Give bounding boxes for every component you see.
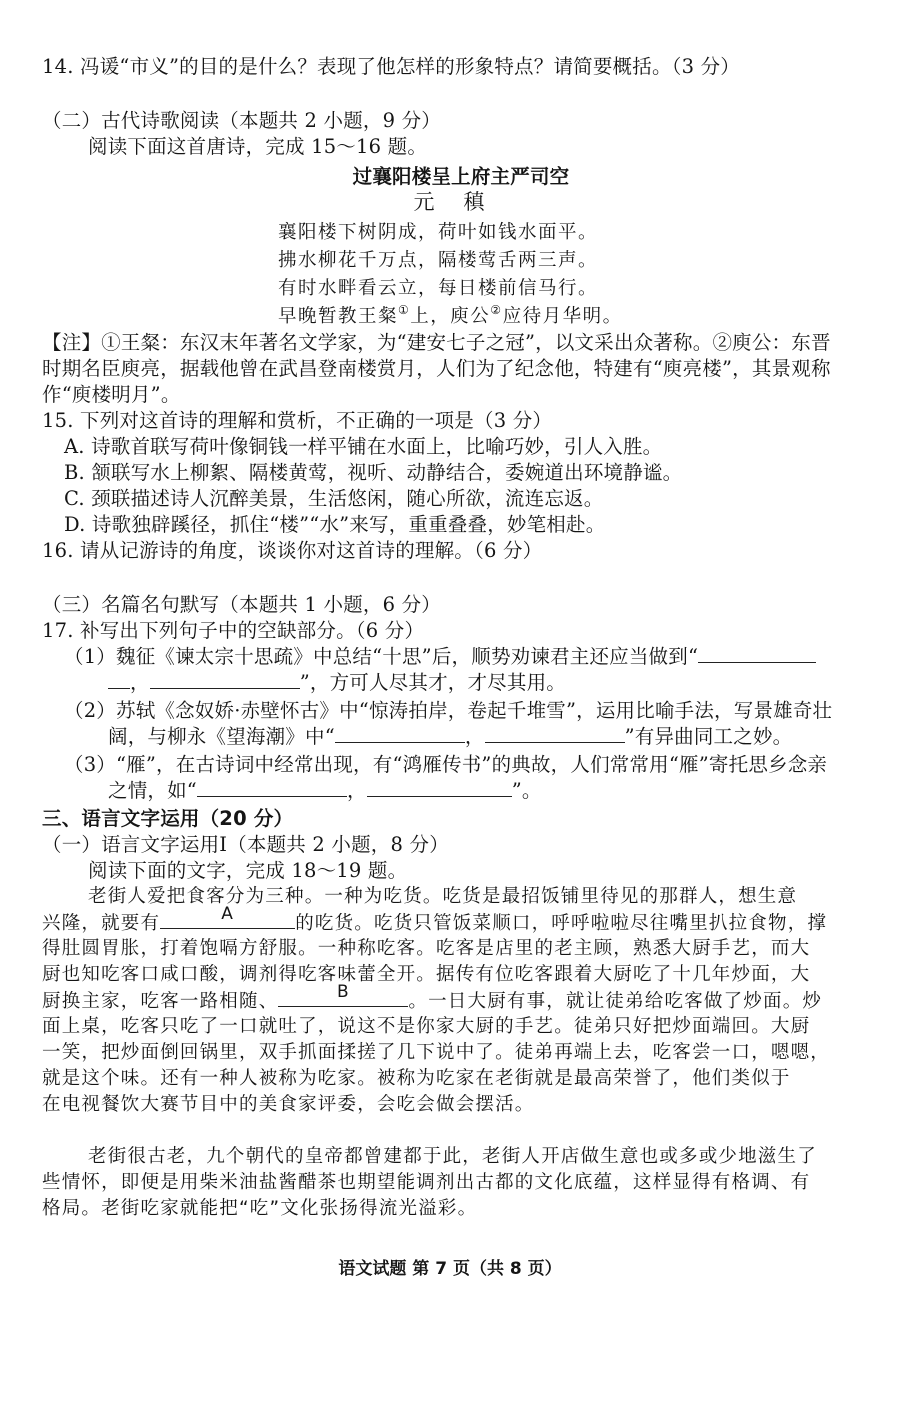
passage-1-line-1: 老街人爱把食客分为三种。一种为吃货。吃货是最招饭铺里待见的那群人，想生意 xyxy=(88,886,798,907)
poetry-instruction: 阅读下面这首唐诗，完成 15～16 题。 xyxy=(88,135,428,158)
passage-1-line-3: 得肚圆胃胀，打着饱嗝方舒服。一种称吃客。吃客是店里的老主顾，熟悉大厨手艺，而大 xyxy=(42,938,811,959)
question-17: 17. 补写出下列句子中的空缺部分。（6 分） xyxy=(42,619,425,642)
q15-option-a: A. 诗歌首联写荷叶像铜钱一样平铺在水面上，比喻巧妙，引人入胜。 xyxy=(64,435,663,458)
answer-blank xyxy=(108,670,130,689)
answer-blank-a xyxy=(160,904,295,929)
answer-blank-b xyxy=(278,982,408,1007)
answer-blank xyxy=(698,644,816,663)
answer-blank xyxy=(485,724,625,743)
poem-line-4: 早晚暂教王粲①上，庾公②应待月华明。 xyxy=(278,303,623,327)
q15-option-c: C. 颈联描述诗人沉醉美景，生活悠闲，随心所欲，流连忘返。 xyxy=(64,487,604,510)
q17-item-3-line-1: （3）“雁”，在古诗词中经常出现，有“鸿雁传书”的典故，人们常常用“雁”寄托思乡念亲 xyxy=(64,753,828,776)
question-16: 16. 请从记游诗的角度，谈谈你对这首诗的理解。（6 分） xyxy=(42,539,543,562)
note-line-2: 时期名臣庾亮，据载他曾在武昌登南楼赏月，人们为了纪念他，特建有“庾亮楼”，其景观称 xyxy=(42,357,831,380)
passage-1-line-8: 就是这个味。还有一种人被称为吃家。被称为吃家在老街就是最高荣誉了，他们类似于 xyxy=(42,1068,791,1089)
passage-2-line-3: 格局。老街吃家就能把“吃”文化张扬得流光溢彩。 xyxy=(42,1198,478,1219)
language-sub-heading: （一）语言文字运用Ⅰ（本题共 2 小题，8 分） xyxy=(42,833,449,856)
passage-1-line-6: 面上桌，吃客只吃了一口就吐了，说这不是你家大厨的手艺。徒弟只好把炒面端回。大厨 xyxy=(42,1016,811,1037)
answer-blank xyxy=(335,724,465,743)
q17-item-2-line-2: 阔，与柳永《望海潮》中“ ， ”有异曲同工之妙。 xyxy=(108,725,793,748)
footnote-marker-1: ① xyxy=(398,303,411,317)
answer-blank xyxy=(367,778,512,797)
poem-line-2: 拂水柳花千万点，隔楼莺舌两三声。 xyxy=(278,250,599,271)
passage-1-line-7: 一笑，把炒面倒回锅里，双手抓面揉搓了几下说中了。徒弟再端上去，吃客尝一口，嗯嗯， xyxy=(42,1042,831,1063)
passage-1-line-9: 在电视餐饮大赛节目中的美食家评委，会吃会做会摆活。 xyxy=(42,1094,535,1115)
poem-line-1: 襄阳楼下树阴成，荷叶如钱水面平。 xyxy=(278,222,599,243)
language-instruction: 阅读下面的文字，完成 18～19 题。 xyxy=(88,859,408,882)
question-15: 15. 下列对这首诗的理解和赏析，不正确的一项是（3 分） xyxy=(42,409,553,432)
answer-blank xyxy=(150,670,300,689)
language-section-heading: 三、语言文字运用（20 分） xyxy=(42,807,294,830)
q15-option-b: B. 颔联写水上柳絮、隔楼黄莺，视听、动静结合，委婉道出环境静谧。 xyxy=(64,461,683,484)
passage-1-line-4: 厨也知吃客口咸口酸，调剂得吃客味蕾全开。据传有位吃客跟着大厨吃了十几年炒面，大 xyxy=(42,964,811,985)
footnote-marker-2: ② xyxy=(490,303,503,317)
passage-2-line-2: 些情怀，即便是用柴米油盐酱醋茶也期望能调剂出古都的文化底蕴，这样显得有格调、有 xyxy=(42,1172,811,1193)
poem-author: 元 稹 xyxy=(413,190,489,214)
page-footer: 语文试题 第 7 页（共 8 页） xyxy=(338,1259,562,1279)
blank-label-a: A xyxy=(221,904,235,924)
poem-title: 过襄阳楼呈上府主严司空 xyxy=(352,165,570,188)
q17-item-1-line-1: （1）魏征《谏太宗十思疏》中总结“十思”后，顺势劝谏君主还应当做到“ xyxy=(64,644,816,669)
q17-item-1-line-2: ， ”，方可人尽其才，才尽其用。 xyxy=(108,670,566,695)
poetry-section-heading: （二）古代诗歌阅读（本题共 2 小题，9 分） xyxy=(42,109,442,132)
answer-blank xyxy=(197,778,347,797)
question-14: 14. 冯谖“市义”的目的是什么？表现了他怎样的形象特点？请简要概括。（3 分） xyxy=(42,55,741,78)
note-line-3: 作“庾楼明月”。 xyxy=(42,383,181,406)
q17-item-2-line-1: （2）苏轼《念奴娇·赤壁怀古》中“惊涛拍岸，卷起千堆雪”，运用比喻手法，写景雄奇壮 xyxy=(64,699,833,722)
note-line-1: 【注】①王粲：东汉末年著名文学家，为“建安七子之冠”，以文采出众著称。②庾公：东晋 xyxy=(42,331,831,354)
passage-1-line-5: 厨换主家，吃客一路相随、 B 。一日大厨有事，就让徒弟给吃客做了炒面。炒 xyxy=(42,982,823,1012)
passage-1-line-2: 兴隆，就要有 A 的吃货。吃货只管饭菜顺口，呼呼啦啦尽往嘴里扒拉食物，撑 xyxy=(42,904,828,934)
blank-label-b: B xyxy=(336,982,350,1002)
poem-line-3: 有时水畔看云立，每日楼前信马行。 xyxy=(278,278,599,299)
q15-option-d: D. 诗歌独辟蹊径，抓住“楼”“水”来写，重重叠叠，妙笔相赴。 xyxy=(64,513,606,536)
passage-2-line-1: 老街很古老，九个朝代的皇帝都曾建都于此，老街人开店做生意也或多或少地滋生了 xyxy=(88,1146,817,1167)
q17-item-3-line-2: 之情，如“ ， ”。 xyxy=(108,779,542,802)
dictation-section-heading: （三）名篇名句默写（本题共 1 小题，6 分） xyxy=(42,593,442,616)
